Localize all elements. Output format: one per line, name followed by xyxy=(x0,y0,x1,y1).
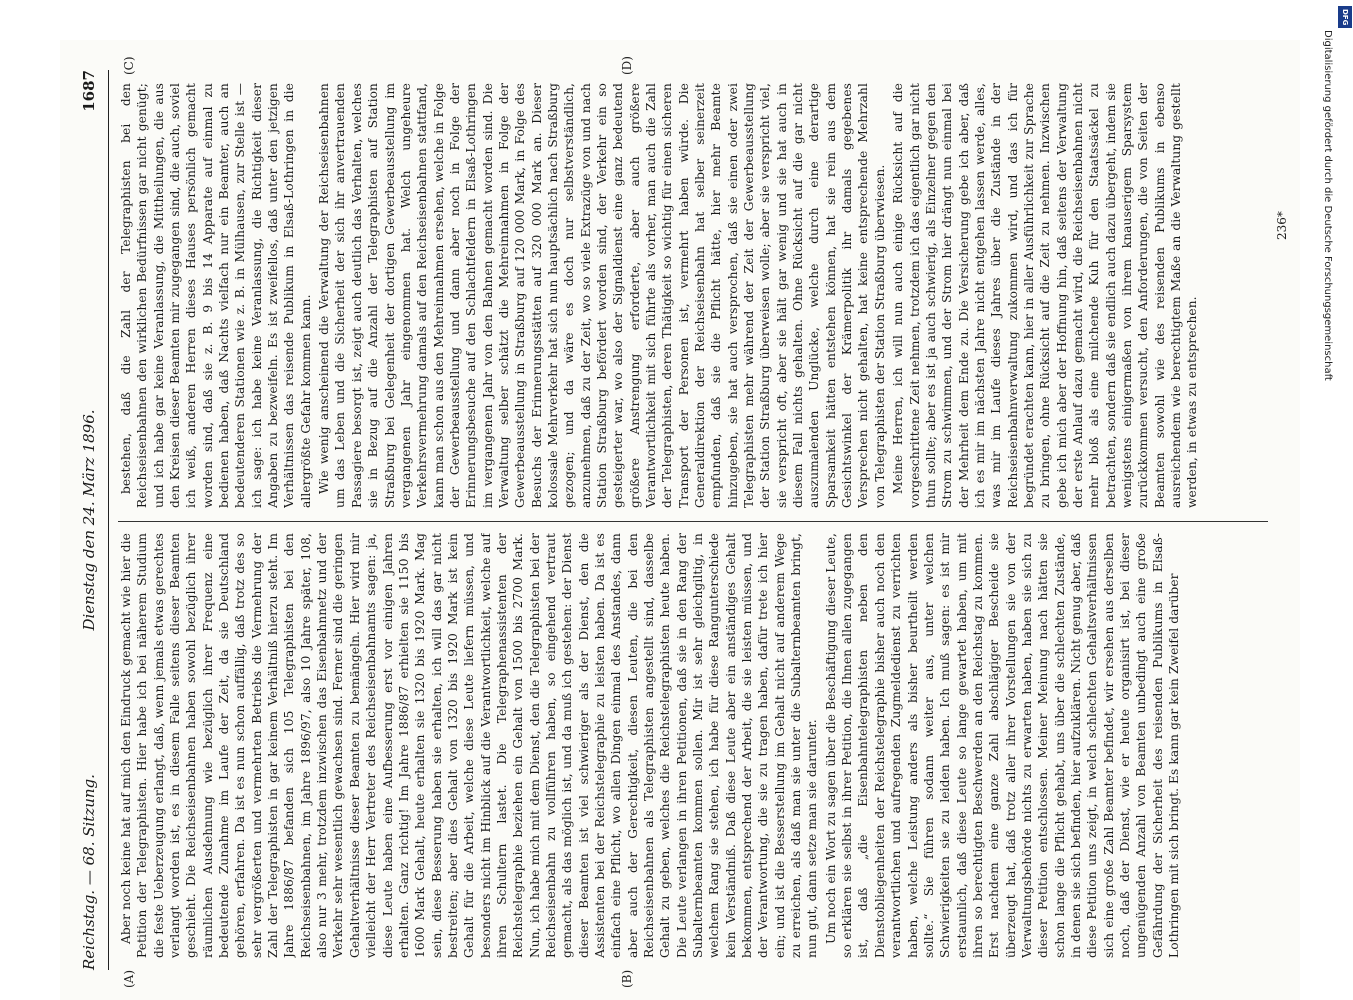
scanned-page xyxy=(60,40,1300,1000)
header-session: Reichstag. — 68. Sitzung. xyxy=(80,774,98,970)
margin-letter-a: (A) xyxy=(122,969,136,988)
running-head xyxy=(80,70,104,970)
sheet-number: 236* xyxy=(1275,211,1289,240)
paragraph: Wie wenig anscheinend die Verwaltung der Reichseisenbahnen um das Leben und die Sicherheit der sich ihr anvertrauenden Passagiere besorgt ist, zeigt auch deutlich das Verhalten, welches sie in Bezug auf die Anzahl der Telegraphisten auf Station Straßburg bei Gelegenheit der dortigen Gewerbeausstellung im vergangenen Jahr eingenommen hat. Welch ungeheure Verkehrsvermehrung damals auf den Reichseisenbahnen stattfand, kann man schon aus den Mehreinnahmen ersehen, welche in Folge der Gewerbeausstellung und dann aber noch in Folge der Erinnerungsbesuche auf den Schlachtfeldern in Elsaß-Lothringen im vergangenen Jahr von den Bahnen gemacht worden sind. Die Verwaltung selber schätzt die Mehreinnahmen in Folge der Gewerbeausstellung in Straßburg auf 120 000 Mark, in Folge des Besuchs der Erinnerungsstätten auf 320 000 Mark an. Dieser kolossale Mehrverkehr hat sich nun hauptsächlich nach Straßburg gezogen; und da wäre es doch nur selbstverständlich, anzunehmen, daß zu der Zeit, wo so viele Extrazüge von und nach Station Straßburg befördert worden sind, der Verkehr ein so gesteigerter war, wo also der Signaldienst eine ganz bedeutend größere Anstrengung erforderte, aber auch größere Verantwortlichkeit mit sich führte als vorher, man auch die Zahl der Telegraphisten, deren Thätigkeit so wichtig für einen sicheren Transport der Personen ist, vermehrt haben würde. Die Generaldirektion der Reichseisenbahn hat selber seinerzeit empfunden, daß sie die Pflicht hätte, hier mehr Beamte hinzugeben, sie hat auch versprochen, daß sie einen oder zwei Telegraphisten mehr während der Zeit der Gewerbeausstellung der Station Straßburg überweisen wolle; aber sie verspricht viel, sie verspricht oft, aber sie hält gar wenig und sie hat auch in diesem Fall nichts gehalten. Ohne Rücksicht auf die gar nicht auszumalenden Unglücke, welche durch eine derartige Sparsamkeit hätten entstehen können, hat sie rein aus dem Gesichtswinkel der Krämerpolitik ihr damals gegebenes Versprechen nicht gehalten, hat keine entsprechende Mehrzahl von Telegraphisten der Station Straßburg überwiesen. xyxy=(317,83,887,508)
dfg-logo: DFG xyxy=(1338,6,1352,28)
column-divider xyxy=(118,521,1268,522)
paragraph: Um noch ein Wort zu sagen über die Beschäftigung dieser Leute, so erklären sie selbst in ihrer Petition, die Ihnen allen zugegangen ist, daß „die Eisenbahntelegraphisten neben den Dienstobliegenheiten der Reichstelegraphie bisher auch noch den verantwortlichen und aufregenden Zugmeldedienst zu verrichten haben, welche Leistung anders als bisher beurtheilt werden sollte.“ Sie führen sodann weiter aus, unter welchen Schwierigkeiten sie zu leiden haben. Ich muß sagen: es ist mir erstaunlich, daß diese Leute so lange gewartet haben, um mit ihren so berechtigten Beschwerden an den Reichstag zu kommen. Erst nachdem eine ganze Zahl abschlägiger Bescheide sie überzeugt hat, daß trotz aller ihrer Vorstellungen sie von der Verwaltungsbehörde nichts zu erwarten haben, haben sie sich zu dieser Petition entschlossen. Meiner Meinung nach hätten sie schon lange die Pflicht gehabt, uns über die schlechten Zustände, in denen sie sich befinden, hier aufzuklären. Nicht genug aber, daß diese Petition uns zeigt, in welch schlechten Gehaltsverhältnissen sich eine große Zahl Beamter befindet, wir ersehen aus derselben noch, daß der Dienst, wie er heute organisirt ist, bei dieser ungenügenden Anzahl von Beamten unbedingt auch eine große Gefährdung der Sicherheit des reisenden Publikums in Elsaß-Lothringen mit sich bringt. Es kann gar kein Zweifel darüber xyxy=(823,533,1181,958)
margin-letter-c: (C) xyxy=(122,56,136,75)
header-date: Dienstag den 24. März 1896. xyxy=(80,409,98,631)
text-column-right xyxy=(118,83,1268,508)
paragraph: bestehen, daß die Zahl der Telegraphisten bei den Reichseisenbahnen den wirklichen Bedürfnissen gar nicht genügt; und ich habe gar keine Veranlassung, die Mittheilungen, die aus den Kreisen dieser Beamten mir zugegangen sind, die auch, soviel ich weiß, anderen Herren dieses Hauses persönlich gemacht worden sind, daß sie z. B. 9 bis 14 Apparate auf einmal zu bedienen haben, daß Nachts vielfach nur ein Beamter, auch an bedeutenderen Stationen wie z. B. in Mülhausen, zur Stelle ist — ich sage: ich habe keine Veranlassung, die Richtigkeit dieser Angaben zu bezweifeln. Es ist zweifellos, daß unter den jetzigen Verhältnissen das reisende Publikum in Elsaß-Lothringen in die allergrößte Gefahr kommen kann. xyxy=(119,83,313,508)
page-number: 1687 xyxy=(80,70,98,112)
margin-letter-d: (D) xyxy=(620,56,634,75)
margin-letter-b: (B) xyxy=(620,969,634,988)
dfg-credit: Digitalisierung gefördert durch die Deutsche Forschungsgemeinschaft xyxy=(1322,30,1333,381)
text-column-left xyxy=(118,533,1268,958)
paragraph: Aber noch keine hat auf mich den Eindruck gemacht wie hier die Petition der Telegraphisten. Hier habe ich bei näherem Studium die feste Ueberzeugung erlangt, daß, wenn jemals etwas gerechtes verlangt worden ist, es in diesem Falle seitens dieser Beamten geschieht. Die Reichseisenbahnen haben sowohl bezüglich ihrer räumlichen Ausdehnung wie bezüglich ihrer Frequenz eine bedeutende Zunahme im Laufe der Zeit, da sie Deutschland gehören, erfahren. Da ist es nun schon auffällig, daß trotz des so sehr vergrößerten und vermehrten Betriebs die Vermehrung der Zahl der Telegraphisten in gar keinem Verhältniß hierzu steht. Im Jahre 1886/87 befanden sich 105 Telegraphisten bei den Reichseisenbahnen, im Jahre 1896/97, also 10 Jahre später, 108, also nur 3 mehr, trotzdem inzwischen das Eisenbahnnetz und der Verkehr sehr wesentlich gewachsen sind. Ferner sind die geringen Gehaltverhältnisse dieser Beamten zu bemängeln. Hier wird mir vielleicht der Herr Vertreter des Reichseisenbahnamts sagen: ja, diese Leute haben eine Aufbesserung erst vor einigen Jahren erhalten. Ganz richtig! Im Jahre 1886/87 erhielten sie 1150 bis 1600 Mark Gehalt, heute erhalten sie 1320 bis 1920 Mark. Mag sein, diese Besserung haben sie erhalten, ich will das gar nicht bestreiten; aber dies Gehalt von 1320 bis 1920 Mark ist kein Gehalt für die Arbeit, welche diese Leute liefern müssen, und besonders nicht im Hinblick auf die Verantwortlichkeit, welche auf ihren Schultern lastet. Die Telegraphenassistenten der Reichstelegraphie beziehen ein Gehalt von 1500 bis 2700 Mark. Nun, ich habe mich mit dem Dienst, den die Telegraphisten bei der Reichseisenbahn zu vollführen haben, so eingehend vertraut gemacht, als das möglich ist, und da muß ich gestehen: der Dienst dieser Beamten ist viel schwieriger als der Dienst, den die Assistenten bei der Reichstelegraphie zu leisten haben. Da ist es einfach eine Pflicht, wo allen Dingen einmal des Anstandes, dann aber auch der Gerechtigkeit, diesen Leuten, die bei den Reichseisenbahnen als Telegraphisten angestellt sind, dasselbe Gehalt zu geben, welches die Reichstelegraphisten heute haben. Die Leute verlangen in ihren Petitionen, daß sie in den Rang der Subalternbeamten kommen sollen. Mir ist sehr gleichgiltig, in welchem Rang sie stehen, ich habe für diese Rangunterschiede kein Verständniß. Daß diese Leute aber ein anständiges Gehalt bekommen, entsprechend der Arbeit, die sie leisten müssen, und der Verantwortung, die sie zu tragen haben, dafür trete ich hier ein; und ist die Besserstellung im Gehalt nicht auf anderem Wege zu erreichen, als daß man sie unter die Subalternbeamten bringt, nun gut, dann setze man sie darunter. xyxy=(119,533,820,958)
paragraph: Meine Herren, ich will nun auch einige Rücksicht auf die vorgeschrittene Zeit nehmen, trotzdem ich das eigentlich gar nicht thun sollte; aber es ist ja auch schwierig, als Einzelner gegen den Strom zu schwimmen, und der Strom hier drängt nun einmal bei der Mehrheit dem Ende zu. Die Versicherung gebe ich aber, daß ich es mir im nächsten Jahre nicht entgehen lassen werde, alles, was mir im Laufe dieses Jahres über die Zustände in der Reichseisenbahnverwaltung zukommen wird, und das ich für begründet erachten kann, hier in aller Ausführlichkeit zur Sprache zu bringen, ohne Rücksicht auf die Zeit zu nehmen. Inzwischen gebe ich mich aber der Hoffnung hin, daß seitens der Verwaltung der erste Anlauf dazu gemacht wird, die Reichseisenbahnen nicht mehr bloß als eine milchende Kuh für den Staatssäckel zu betrachten, sondern daß sie endlich auch dazu übergeht, indem sie wenigstens einigermaßen von ihrem knauserigem Sparsystem zurückkommen versucht, den Anforderungen, die von Seiten der Beamten sowohl wie des reisenden Publikums in ebenso ausreichendem wie berechtigtem Maße an die Verwaltung gestellt werden, in etwas zu entsprechen. xyxy=(891,83,1200,508)
header-rule xyxy=(108,70,109,970)
